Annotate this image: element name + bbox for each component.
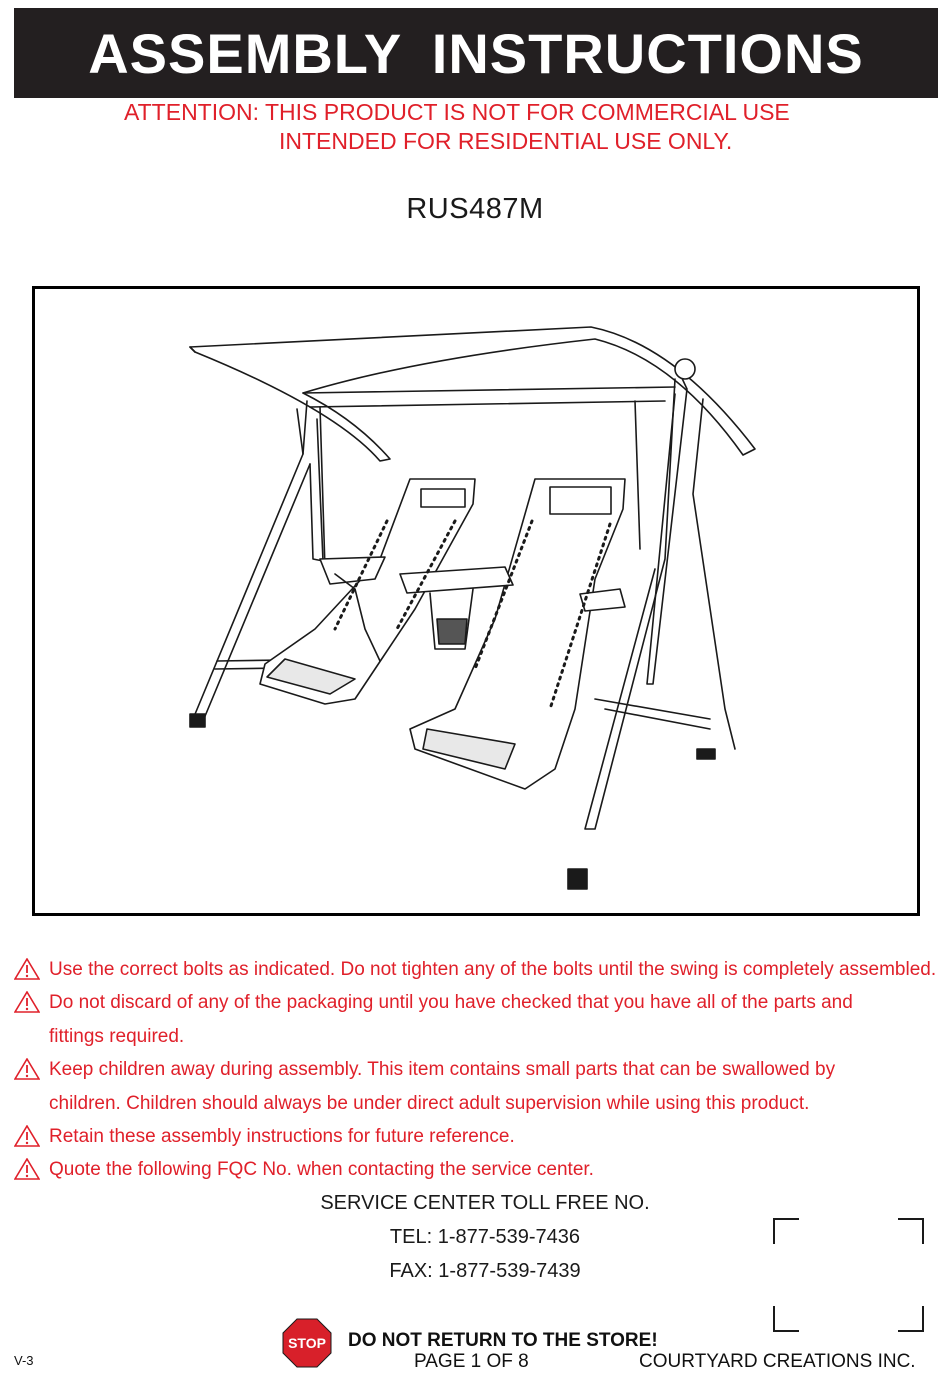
warning-text: Use the correct bolts as indicated. Do not tighten any of the bolts until the swing is completely assembled.	[49, 959, 937, 980]
label-corner-mark	[898, 1218, 924, 1244]
warning-triangle-icon	[14, 1125, 40, 1147]
label-corner-mark	[773, 1306, 799, 1332]
warning-triangle-icon	[14, 991, 40, 1013]
company-name: COURTYARD CREATIONS INC.	[639, 1351, 916, 1372]
warning-triangle-icon	[14, 958, 40, 980]
attention-line-2: INTENDED FOR RESIDENTIAL USE ONLY.	[279, 128, 733, 154]
service-fax: FAX: 1-877-539-7439	[389, 1260, 581, 1282]
warning-text: Do not discard of any of the packaging until you have checked that you have all of the parts and	[49, 992, 853, 1013]
page-number: PAGE 1 OF 8	[414, 1351, 529, 1372]
swing-drawing	[35, 289, 917, 913]
service-heading: SERVICE CENTER TOLL FREE NO.	[320, 1192, 650, 1214]
title-bar	[14, 8, 938, 98]
service-tel: TEL: 1-877-539-7436	[389, 1226, 581, 1248]
warning-text: fittings required.	[49, 1026, 185, 1047]
product-illustration	[32, 286, 920, 916]
label-corner-mark	[773, 1218, 799, 1244]
warning-text: Keep children away during assembly. This item contains small parts that can be swallowed by	[49, 1059, 836, 1080]
version-label: V-3	[14, 1353, 34, 1368]
model-number: RUS487M	[406, 193, 544, 225]
warning-text: Retain these assembly instructions for future reference.	[49, 1126, 515, 1147]
page-title: ASSEMBLY INSTRUCTIONS	[88, 21, 864, 85]
return-warning: DO NOT RETURN TO THE STORE!	[348, 1330, 658, 1351]
warning-triangle-icon	[14, 1158, 40, 1180]
warning-text: children. Children should always be under direct adult supervision while using this product.	[49, 1093, 810, 1114]
label-corner-mark	[898, 1306, 924, 1332]
warning-triangle-icon	[14, 1058, 40, 1080]
stop-sign-icon	[282, 1318, 332, 1368]
stop-sign-label: STOP	[288, 1335, 326, 1351]
warning-text: Quote the following FQC No. when contacting the service center.	[49, 1159, 594, 1180]
attention-line-1: ATTENTION: THIS PRODUCT IS NOT FOR COMMERCIAL USE	[124, 99, 790, 125]
